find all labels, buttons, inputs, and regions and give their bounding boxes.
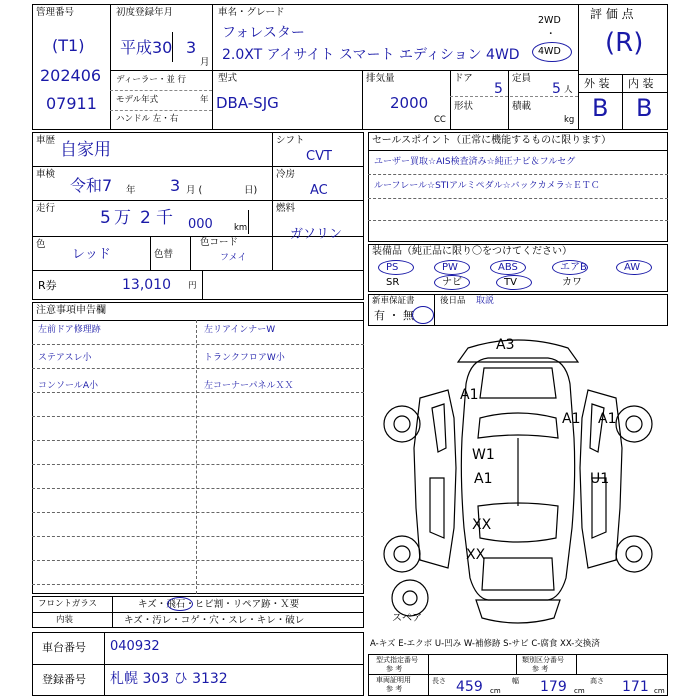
sales-point-line-1: ユーザー買取☆AIS検査済み☆純正ナビ＆フルセグ — [374, 157, 576, 167]
recycle-label: R券 — [38, 279, 57, 292]
damage-legend: A-キズ E-エクボ U-凹み W-補修跡 S-サビ C-腐食 XX-交換済 — [370, 639, 600, 649]
model-label: 車名・グレード — [218, 7, 285, 18]
rating-label: 評 価 点 — [590, 7, 634, 21]
interior-cond-value: キズ・汚レ・コゲ・穴・スレ・キレ・破レ — [124, 615, 305, 626]
exterior-value: B — [592, 94, 609, 122]
ac-value: AC — [310, 183, 328, 198]
shape-label: 形状 — [454, 101, 474, 112]
interior-label: 内 装 — [628, 77, 654, 90]
equipment-title: 装備品（純正品に限り〇をつけてください） — [372, 246, 572, 257]
model-grade: 2.0XT アイサイト スマート エディション 4WD — [222, 47, 520, 63]
reg-value: 札幌 303 ひ 3132 — [110, 671, 228, 687]
rating-value: (R) — [605, 28, 644, 58]
note-left-item: ステアスレ小 — [38, 353, 92, 363]
notes-title: 注意事項申告欄 — [36, 305, 106, 316]
type-label: 型式 — [218, 73, 238, 84]
chassis-label: 車台番号 — [42, 641, 86, 654]
glass-chip-circle — [167, 597, 193, 611]
equipment-item: PW — [442, 262, 458, 273]
fuel-label: 燃料 — [276, 203, 296, 214]
yen-unit: 円 — [188, 281, 197, 291]
notes-rule — [32, 464, 364, 465]
damage-mark: U1 — [590, 471, 610, 487]
door-value: 5 — [494, 81, 503, 97]
first-reg-month: 3 — [186, 38, 197, 57]
length-label: 長さ — [432, 677, 446, 685]
class-designation-label: 類別区分番号 — [522, 656, 564, 664]
glass-value: キズ・飛石・ヒビ割・リペア跡・Ｘ要 — [138, 599, 300, 610]
shift-label: シフト — [276, 135, 305, 146]
damage-mark: A1 — [460, 387, 479, 403]
notes-rule — [32, 392, 364, 393]
first-reg-era: 平成30 — [120, 38, 173, 57]
damage-mark: A3 — [496, 337, 515, 353]
cert-label: 車両証明用 — [376, 676, 411, 684]
notes-rule — [32, 344, 364, 345]
person-unit: 人 — [564, 85, 573, 95]
height-label: 高さ — [590, 677, 604, 685]
warranty-none-circle — [412, 306, 434, 324]
height-unit: cm — [654, 687, 665, 695]
class-designation-ref: 参 考 — [532, 665, 549, 673]
color-code-label: 色コード — [200, 237, 239, 248]
damage-mark: A1 — [598, 411, 617, 427]
glass-label: フロントガラス — [38, 599, 97, 609]
car-diagram — [368, 328, 668, 638]
damage-mark: A1 — [474, 471, 493, 487]
note-right-item: 左リアインナーW — [204, 325, 276, 335]
notes-rule — [32, 512, 364, 513]
kg-unit: kg — [564, 115, 575, 125]
equipment-item: TV — [504, 277, 517, 288]
notes-rule — [32, 560, 364, 561]
color-label: 色 — [36, 239, 46, 250]
notes-rule — [32, 440, 364, 441]
fuel-value: ガソリン — [290, 227, 343, 242]
displacement-label: 排気量 — [366, 73, 395, 84]
drive-2wd: 2WD — [538, 15, 561, 26]
year-unit-2: 年 — [126, 185, 136, 196]
notes-rule — [32, 368, 364, 369]
mileage-sen: 2 — [140, 208, 151, 228]
warranty-label: 新車保証書 — [372, 296, 415, 306]
cert-ref: 参 考 — [386, 685, 403, 693]
equipment-item: エアB — [560, 262, 587, 273]
mgmt-top: (T1) — [52, 36, 85, 55]
interior-cond-label: 内装 — [56, 615, 74, 625]
type-value: DBA-SJG — [216, 94, 279, 112]
notes-rule — [32, 488, 364, 489]
note-left-item: コンソールA小 — [38, 381, 98, 391]
model-name: フォレスター — [222, 25, 305, 41]
note-left-item: 左前ドア修理跡 — [38, 325, 101, 335]
inspection-label: 車検 — [36, 169, 56, 180]
first-reg-label: 初度登録年月 — [116, 7, 174, 18]
mgmt-label: 管理番号 — [36, 7, 75, 18]
length-unit: cm — [490, 687, 501, 695]
capacity-label: 定員 — [512, 73, 532, 84]
inspection-month: 3 — [170, 176, 181, 195]
note-right-item: 左コーナーパネルＸＸ — [204, 381, 294, 391]
notes-section — [32, 302, 364, 594]
mileage-man: 5 — [100, 208, 111, 228]
sales-point-line-2: ルーフレール☆STIアルミペダル☆バックカメラ☆ＥＴＣ — [374, 181, 600, 191]
equipment-circle — [616, 260, 652, 275]
equipment-item: PS — [386, 262, 399, 273]
man-unit: 万 — [114, 208, 131, 228]
equipment-circle — [378, 260, 414, 275]
type-designation-label: 型式指定番号 — [376, 656, 418, 664]
equipment-circle — [434, 275, 470, 290]
capacity-value: 5 — [552, 81, 561, 97]
damage-mark: XX — [466, 547, 486, 563]
model-year-label: モデル年式 — [116, 95, 159, 105]
exterior-label: 外 装 — [584, 77, 610, 90]
displacement-value: 2000 — [390, 94, 429, 112]
handle-label: ハンドル 左・右 — [116, 114, 179, 124]
equipment-item: ナビ — [442, 277, 462, 288]
year-unit: 年 — [200, 95, 209, 105]
equipment-circle — [496, 275, 532, 290]
width-value: 179 — [540, 679, 567, 695]
color-code-value: フメイ — [220, 253, 247, 263]
recycle-value: 13,010 — [122, 277, 171, 293]
later-value: 取説 — [476, 296, 495, 306]
ac-label: 冷房 — [276, 169, 296, 180]
notes-rule — [32, 416, 364, 417]
damage-mark: W1 — [472, 447, 495, 463]
width-unit: cm — [574, 687, 585, 695]
length-value: 459 — [456, 679, 483, 695]
notes-rule — [32, 584, 364, 585]
color-change-label: 色替 — [154, 249, 174, 260]
history-value: 自家用 — [60, 140, 111, 160]
equipment-item: ABS — [498, 262, 518, 273]
dealer-label: ディーラー・並 行 — [116, 75, 187, 85]
day-unit: 日) — [244, 185, 258, 196]
height-value: 171 — [622, 679, 649, 695]
mgmt-number-2: 07911 — [46, 94, 97, 113]
warranty-value: 有 ・ 無 — [374, 309, 414, 322]
drive-dot: ・ — [546, 29, 556, 40]
month-unit: 月 — [200, 57, 210, 68]
interior-value: B — [636, 94, 653, 122]
shift-value: CVT — [306, 149, 332, 164]
drive-4wd: 4WD — [538, 46, 561, 57]
inspection-era: 令和7 — [70, 176, 113, 195]
damage-mark: A1 — [562, 411, 581, 427]
history-label: 車歴 — [36, 135, 56, 146]
note-right-item: トランクフロアW小 — [204, 353, 285, 363]
damage-mark: XX — [472, 517, 492, 533]
notes-rule — [32, 536, 364, 537]
sales-points-title: セールスポイント（正常に機能するものに限ります） — [372, 135, 612, 146]
mileage-rest: 000 — [188, 217, 213, 232]
reg-label: 登録番号 — [42, 673, 86, 686]
width-label: 幅 — [512, 677, 519, 685]
mileage-label: 走行 — [36, 203, 56, 214]
equipment-item: AW — [624, 262, 641, 273]
door-label: ドア — [454, 73, 473, 84]
mgmt-number-1: 202406 — [40, 66, 102, 85]
equipment-item: SR — [386, 277, 400, 288]
equipment-item: カワ — [562, 277, 582, 288]
spare-label: スペア — [392, 613, 422, 624]
later-label: 後日品 — [440, 296, 466, 306]
equipment-circle — [490, 260, 526, 275]
km-unit: km — [234, 223, 248, 233]
sen-unit: 千 — [156, 208, 173, 228]
cc-unit: CC — [434, 115, 446, 125]
equipment-circle — [434, 260, 470, 275]
weight-label: 積載 — [512, 101, 532, 112]
type-designation-ref: 参 考 — [386, 665, 403, 673]
color-value: レッド — [72, 247, 111, 262]
header-section — [32, 4, 668, 130]
month-unit-2: 月 ( — [186, 185, 203, 196]
equipment-circle — [552, 260, 588, 275]
chassis-value: 040932 — [110, 639, 160, 654]
